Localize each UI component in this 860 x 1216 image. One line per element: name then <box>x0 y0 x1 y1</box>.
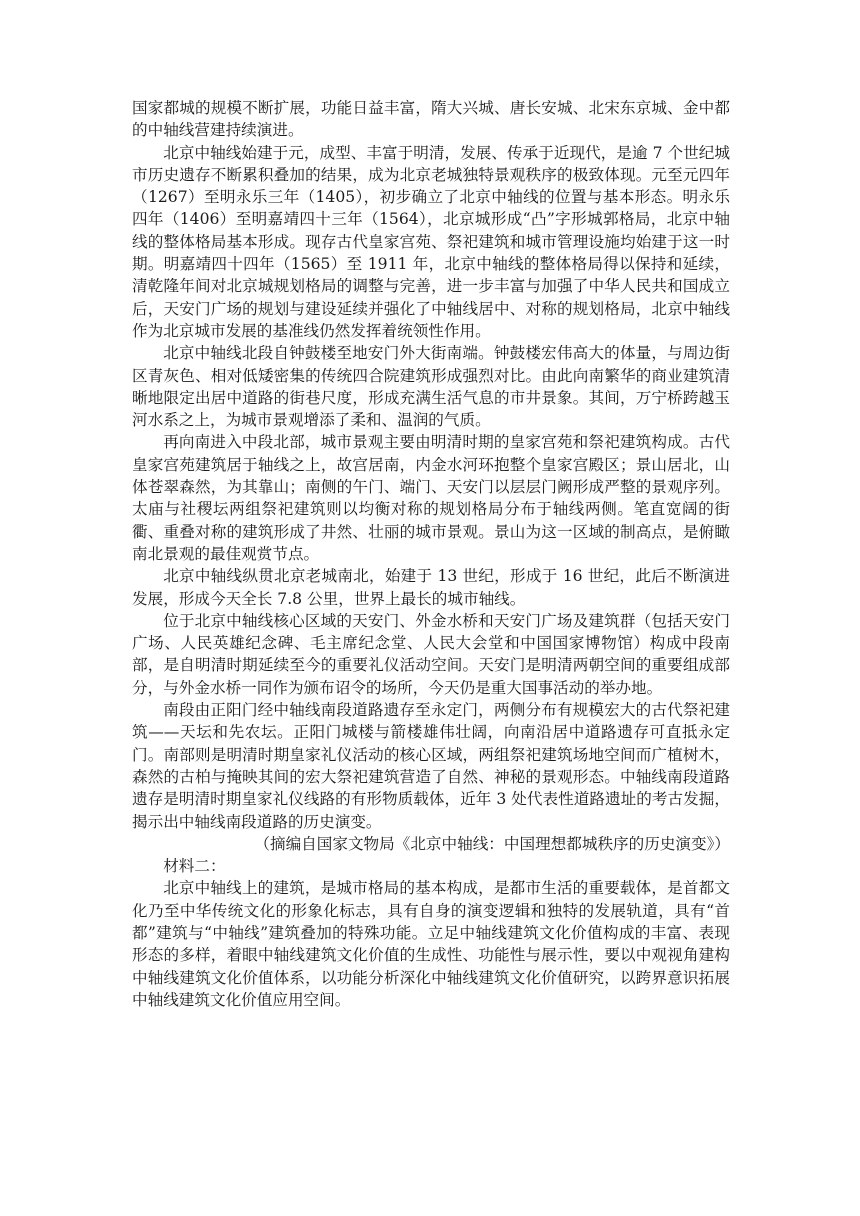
paragraph-axis-length: 北京中轴线纵贯北京老城南北，始建于 13 世纪，形成于 16 世纪，此后不断演进发展，形成今天全长 7.8 公里，世界上最长的城市轴线。 <box>132 567 730 608</box>
paragraph-middle-south-section: 位于北京中轴线核心区域的天安门、外金水桥和天安门广场及建筑群（包括天安门广场、人民英雄纪念碑、毛主席纪念堂、人民大会堂和中国国家博物馆）构成中段南部，是自明清时期延续至今的重要礼仪活动空间。天安门是明清两朝空间的重要组成部分，与外金水桥一同作为颁布诏令的场所，今天仍是重大国事活动的举办地。 <box>132 611 730 697</box>
paragraph-middle-north-section: 再向南进入中段北部，城市景观主要由明清时期的皇家宫苑和祭祀建筑构成。古代皇家宫苑建筑居于轴线之上，故宫居南，内金水河环抱整个皇家宫殿区；景山居北，山体苍翠森然，为其靠山；南侧的午门、端门、天安门以层层门阙形成严整的景观序列。太庙与社稷坛两组祭祀建筑则以均衡对称的规划格局分布于轴线两侧。笔直宽阔的街衢、重叠对称的建筑形成了井然、壮丽的城市景观。景山为这一区域的制高点，是俯瞰南北景观的最佳观赏节点。 <box>132 433 730 563</box>
paragraph-north-section: 北京中轴线北段自钟鼓楼至地安门外大街南端。钟鼓楼宏伟高大的体量，与周边街区青灰色、相对低矮密集的传统四合院建筑形成强烈对比。由此向南繁华的商业建筑清晰地限定出居中道路的街巷尺度，形成充满生活气息的市井景象。其间，万宁桥跨越玉河水系之上，为城市景观增添了柔和、温润的气质。 <box>132 344 730 430</box>
paragraph-history-overview: 北京中轴线始建于元，成型、丰富于明清，发展、传承于近现代，是逾 7 个世纪城市历史遗存不断累积叠加的结果，成为北京老城独特景观秩序的极致体现。元至元四年（1267）至明永乐三年（1405），初步确立了北京中轴线的位置与基本形态。明永乐四年（1406）至明嘉靖四十三年（1564），北京城形成“凸”字形城郭格局，北京中轴线的整体格局基本形成。现存古代皇家宫苑、祭祀建筑和城市管理设施均始建于这一时期。明嘉靖四十四年（1565）至 1911 年，北京中轴线的整体格局得以保持和延续，清乾隆年间对北京城规划格局的调整与完善，进一步丰富与加强了中华人民共和国成立后，天安门广场的规划与建设延续并强化了中轴线居中、对称的规划格局，北京中轴线作为北京城市发展的基准线仍然发挥着统领性作用。 <box>132 143 730 340</box>
document-body <box>132 97 730 1011</box>
paragraph-material-two: 北京中轴线上的建筑，是城市格局的基本构成，是都市生活的重要载体，是首都文化乃至中华传统文化的形象化标志，具有自身的演变逻辑和独特的发展轨道，具有“首都”建筑与“中轴线”建筑叠加的特殊功能。立足中轴线建筑文化价值构成的丰富、表现形态的多样，着眼中轴线建筑文化价值的生成性、功能性与展示性，要以中观视角建构中轴线建筑文化价值体系，以功能分析深化中轴线建筑文化价值研究，以跨界意识拓展中轴线建筑文化价值应用空间。 <box>132 879 730 1009</box>
material-two-heading: 材料二： <box>163 857 226 876</box>
source-citation: （摘编自国家文物局《北京中轴线：中国理想都城秩序的历史演变》） <box>254 834 730 853</box>
paragraph-continuation: 国家都城的规模不断扩展，功能日益丰富，隋大兴城、唐长安城、北宋东京城、金中都的中轴线营建持续演进。 <box>132 99 730 140</box>
paragraph-south-section: 南段由正阳门经中轴线南段道路遗存至永定门，两侧分布有规模宏大的古代祭祀建筑——天坛和先农坛。正阳门城楼与箭楼雄伟壮阔，向南沿居中道路遗存可直抵永定门。南部则是明清时期皇家礼仪活动的核心区域，两组祭祀建筑场地空间而广植树木，森然的古柏与掩映其间的宏大祭祀建筑营造了自然、神秘的景观形态。中轴线南段道路遗存是明清时期皇家礼仪线路的有形物质载体，近年 3 处代表性道路遗址的考古发掘，揭示出中轴线南段道路的历史演变。 <box>132 701 730 831</box>
